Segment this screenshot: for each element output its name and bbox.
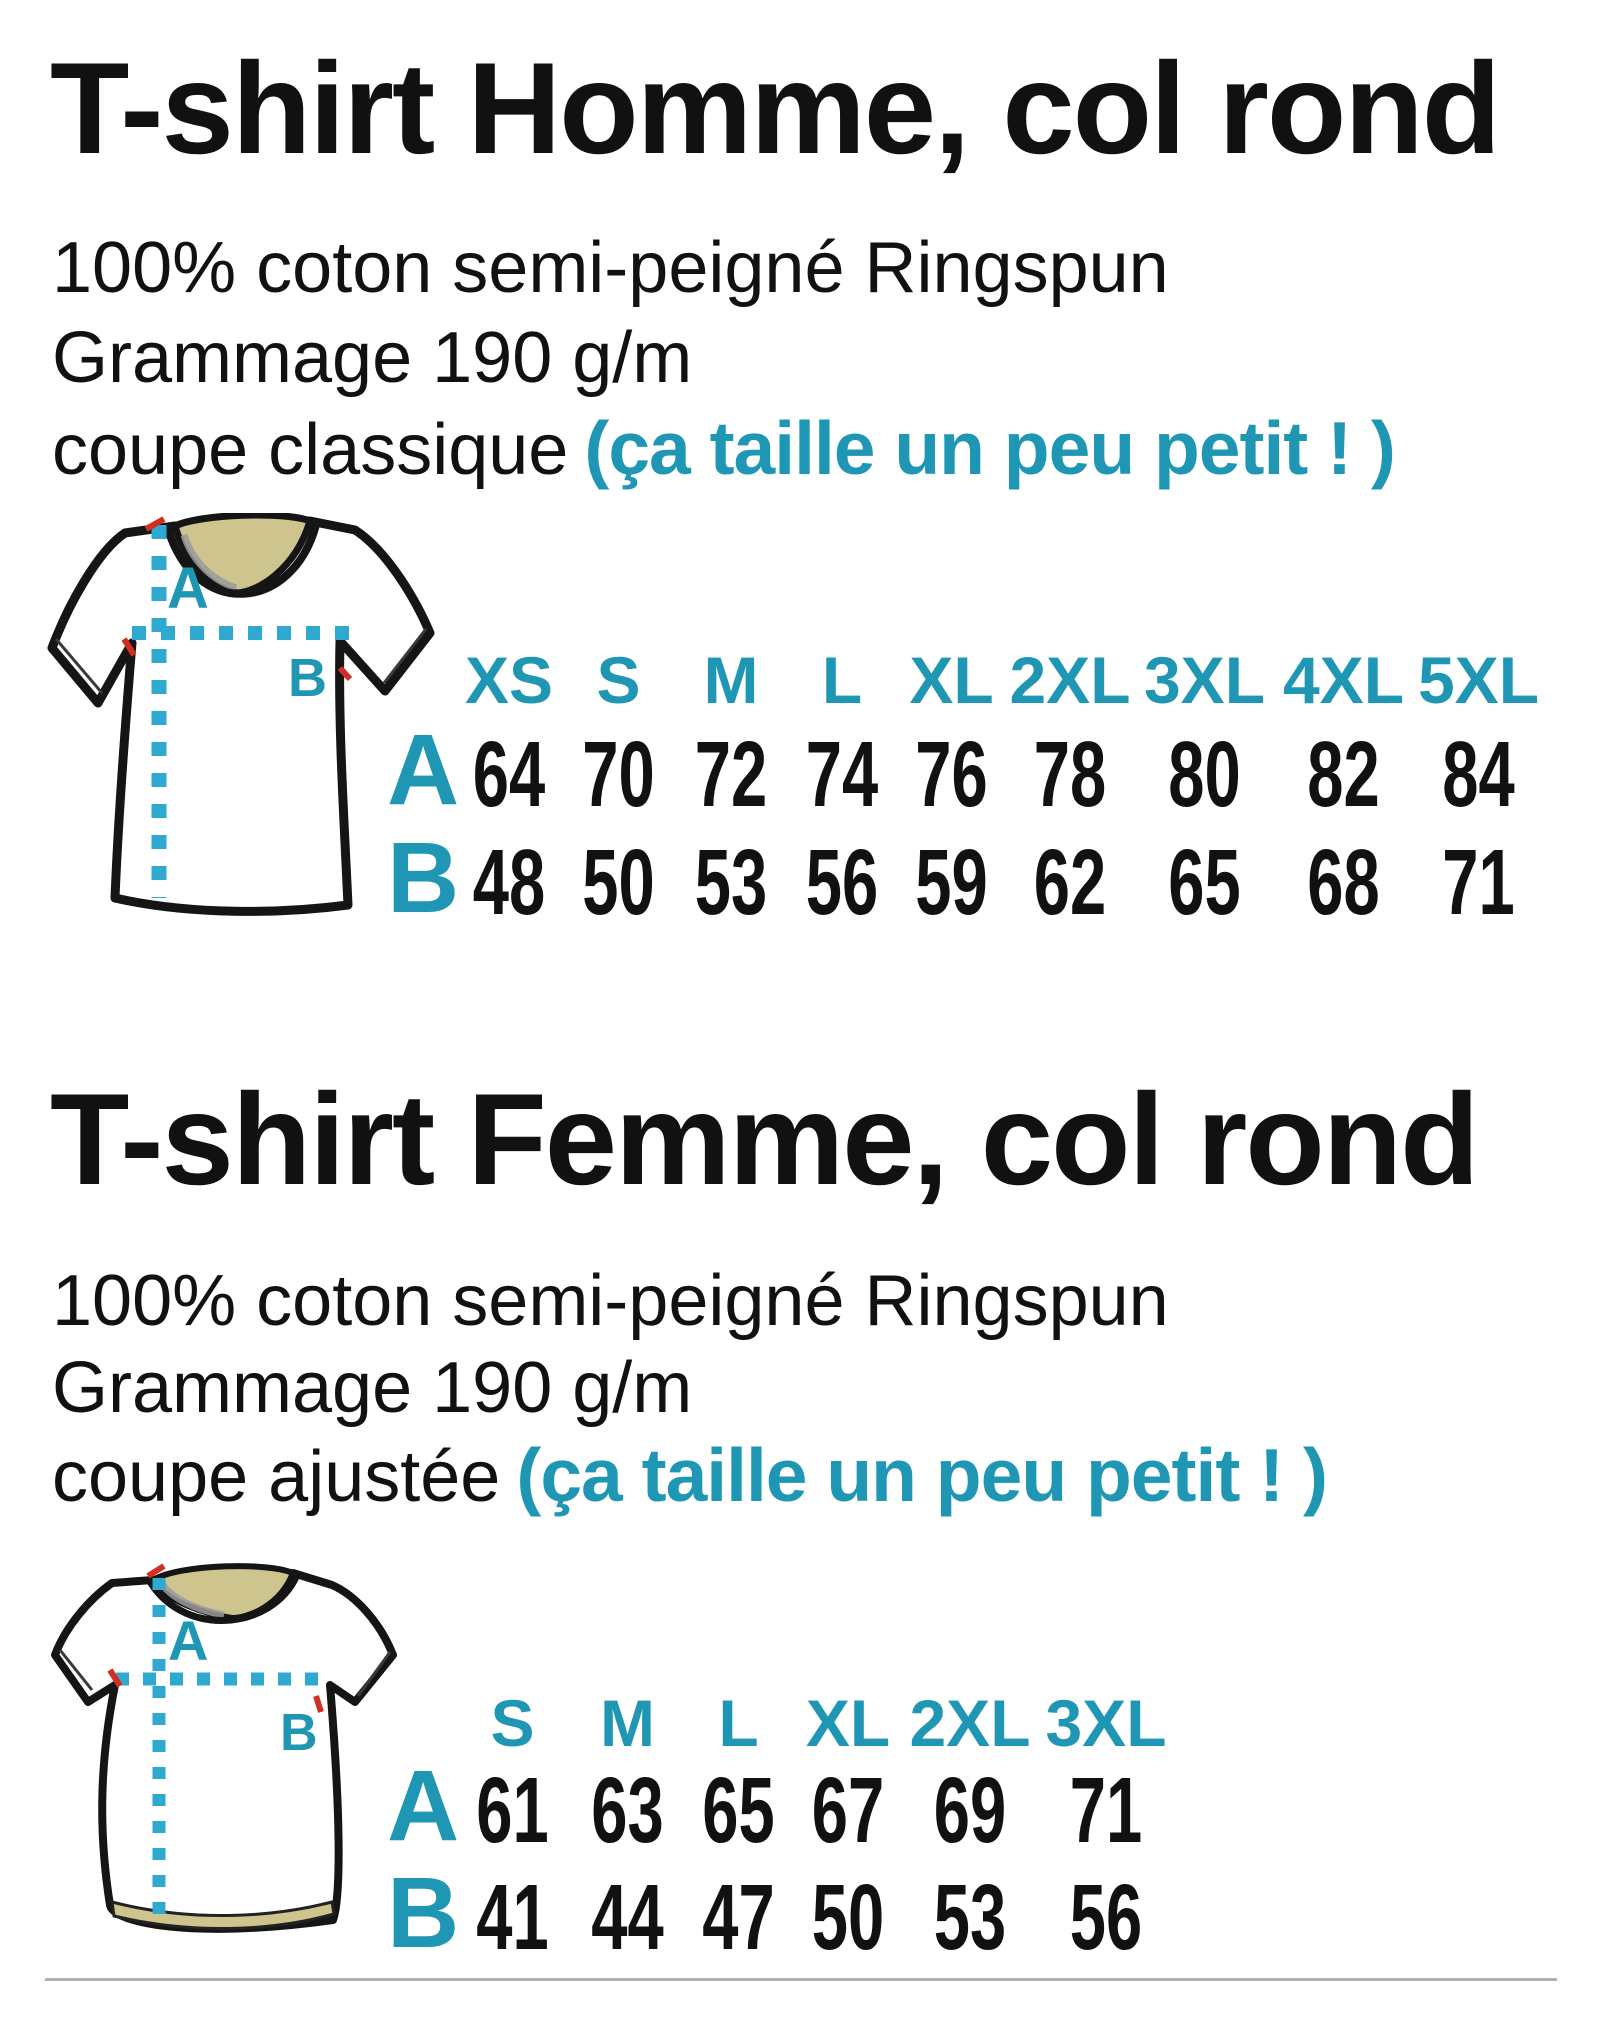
- homme-description: [52, 223, 1395, 495]
- femme-b-value: 47: [702, 1865, 775, 1969]
- homme-a-value: 84: [1442, 722, 1515, 826]
- femme-size-header-row: [385, 1686, 1176, 1760]
- femme-header-spacer: [385, 1690, 455, 1756]
- femme-size-header: M: [600, 1686, 655, 1760]
- homme-size-header: XL: [909, 643, 994, 717]
- homme-b-value: 50: [582, 830, 655, 934]
- homme-size-header: 4XL: [1282, 643, 1405, 717]
- femme-size-header: S: [490, 1686, 535, 1760]
- homme-header-spacer: [385, 647, 455, 713]
- homme-title: T-shirt Homme, col rond: [50, 35, 1500, 181]
- homme-fit-line: [52, 403, 1395, 495]
- femme-b-value: 53: [933, 1865, 1007, 1969]
- femme-a-value: 69: [933, 1758, 1007, 1862]
- homme-b-value: 65: [1168, 830, 1241, 934]
- homme-a-value: 78: [1033, 722, 1107, 826]
- homme-a-value: 70: [582, 722, 655, 826]
- divider: [45, 1978, 1557, 1981]
- homme-b-value: 59: [915, 830, 988, 934]
- homme-a-value: 72: [694, 722, 768, 826]
- homme-weight: Grammage 190 g/m: [52, 318, 693, 398]
- femme-row-a: [385, 1750, 1176, 1862]
- homme-b-value: 48: [472, 830, 546, 934]
- femme-fit-label: coupe ajustée: [52, 1437, 501, 1517]
- homme-size-header-row: [385, 643, 1546, 717]
- femme-material: 100% coton semi-peigné Ringspun: [52, 1261, 1169, 1341]
- femme-row-b-label: B: [387, 1857, 460, 1969]
- femme-title: T-shirt Femme, col rond: [50, 1066, 1478, 1212]
- homme-b-value: 68: [1307, 830, 1380, 934]
- femme-size-header: L: [718, 1686, 759, 1760]
- homme-tshirt-diagram: [40, 513, 440, 953]
- femme-a-value: 67: [811, 1758, 885, 1862]
- femme-a-value: 65: [702, 1758, 775, 1862]
- homme-size-header: M: [703, 643, 759, 717]
- homme-size-header: S: [596, 643, 641, 717]
- femme-tshirt-body: [55, 1573, 393, 1929]
- femme-description: [52, 1258, 1327, 1521]
- femme-size-header: 3XL: [1045, 1686, 1167, 1760]
- femme-weight: Grammage 190 g/m: [52, 1348, 693, 1428]
- homme-a-value: 64: [472, 722, 546, 826]
- femme-b-value: 41: [476, 1865, 549, 1969]
- femme-diagram-a-label: A: [168, 1609, 209, 1672]
- homme-row-a: [385, 714, 1546, 826]
- homme-a-value: 82: [1307, 722, 1380, 826]
- femme-b-value: 50: [811, 1865, 885, 1969]
- femme-tshirt-diagram: [40, 1560, 440, 1960]
- homme-b-value: 53: [694, 830, 768, 934]
- femme-diagram-b-label: B: [280, 1704, 318, 1762]
- homme-row-b-label: B: [387, 822, 460, 934]
- homme-size-header: 5XL: [1417, 643, 1540, 717]
- homme-b-value: 62: [1033, 830, 1107, 934]
- homme-row-b: [385, 822, 1546, 934]
- homme-b-value: 56: [805, 830, 879, 934]
- homme-diagram-b-label: B: [288, 648, 327, 708]
- homme-material: 100% coton semi-peigné Ringspun: [52, 228, 1169, 308]
- homme-b-value: 71: [1442, 830, 1515, 934]
- femme-b-value: 56: [1069, 1865, 1143, 1969]
- femme-row-a-label: A: [387, 1750, 460, 1862]
- homme-fit-note: (ça taille un peu petit ! ): [584, 406, 1395, 490]
- homme-a-value: 76: [915, 722, 988, 826]
- femme-fit-line: [52, 1432, 1327, 1521]
- homme-a-value: 80: [1168, 722, 1241, 826]
- homme-size-header: 3XL: [1143, 643, 1266, 717]
- femme-row-b: [385, 1857, 1176, 1969]
- homme-diagram-a-label: A: [167, 556, 209, 621]
- homme-size-header: L: [821, 643, 863, 717]
- femme-a-value: 61: [476, 1758, 549, 1862]
- homme-size-header: 2XL: [1009, 643, 1131, 717]
- homme-size-header: XS: [464, 643, 554, 717]
- homme-row-a-label: A: [387, 714, 460, 826]
- femme-fit-note: (ça taille un peu petit ! ): [516, 1433, 1327, 1517]
- femme-size-header: XL: [805, 1686, 891, 1760]
- femme-a-value: 71: [1069, 1758, 1143, 1862]
- homme-fit-label: coupe classique: [52, 410, 569, 490]
- femme-b-value: 44: [591, 1865, 664, 1969]
- homme-a-value: 74: [805, 722, 879, 826]
- femme-size-header: 2XL: [909, 1686, 1031, 1760]
- femme-a-value: 63: [591, 1758, 664, 1862]
